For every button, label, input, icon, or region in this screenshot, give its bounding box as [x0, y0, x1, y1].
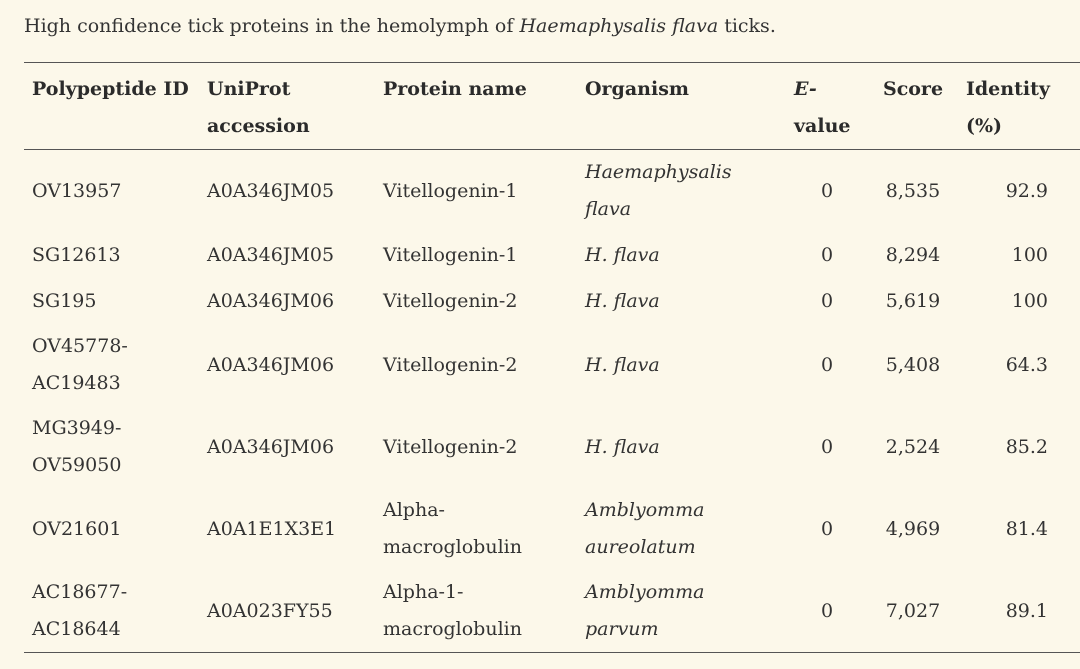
header-polypeptide-id: Polypeptide ID	[32, 78, 189, 100]
cell-protein-name: Vitellogenin-2	[383, 353, 518, 376]
cell-polypeptide-id: OV45778-AC19483	[32, 335, 128, 394]
table-row	[24, 278, 1080, 324]
cell-protein-name: Alpha-macroglobulin	[383, 499, 522, 558]
caption-species: Haemaphysalis flava	[519, 15, 719, 37]
cell-polypeptide-id: OV13957	[32, 179, 122, 202]
cell-evalue: 0	[820, 289, 834, 312]
cell-accession: A0A346JM05	[207, 243, 335, 266]
cell-identity: 89.1	[1005, 599, 1048, 622]
cell-organism: Haemaphysalis flava	[585, 161, 732, 220]
cell-accession: A0A023FY55	[207, 599, 333, 622]
header-evalue-e: E-	[794, 78, 817, 100]
header-score: Score	[882, 78, 944, 100]
header-evalue-rest: value	[794, 115, 851, 137]
header-evalue	[786, 63, 868, 150]
cell-identity: 92.9	[1005, 179, 1048, 202]
cell-score: 7,027	[885, 599, 941, 622]
cell-protein-name: Vitellogenin-2	[383, 289, 518, 312]
cell-accession: A0A1E1X3E1	[207, 517, 337, 540]
cell-evalue: 0	[820, 179, 834, 202]
table-row	[24, 324, 1080, 406]
cell-organism: H. flava	[585, 353, 660, 376]
cell-evalue: 0	[820, 517, 834, 540]
cell-protein-name: Vitellogenin-1	[383, 179, 518, 202]
cell-accession: A0A346JM06	[207, 289, 335, 312]
cell-identity: 85.2	[1005, 435, 1048, 458]
cell-evalue: 0	[820, 599, 834, 622]
cell-score: 5,408	[885, 353, 941, 376]
cell-organism: H. flava	[585, 289, 660, 312]
table-caption	[24, 12, 776, 40]
cell-score: 8,535	[885, 179, 941, 202]
header-organism: Organism	[585, 78, 689, 100]
cell-identity: 100	[1011, 243, 1048, 266]
cell-protein-name: Vitellogenin-1	[383, 243, 518, 266]
cell-protein-name: Alpha-1-macroglobulin	[383, 581, 522, 640]
cell-polypeptide-id: SG12613	[32, 243, 121, 266]
cell-accession: A0A346JM06	[207, 435, 335, 458]
caption-prefix: High confidence tick proteins in the hemolymph of	[24, 15, 520, 37]
cell-accession: A0A346JM05	[207, 179, 335, 202]
cell-identity: 64.3	[1005, 353, 1048, 376]
cell-evalue: 0	[820, 353, 834, 376]
cell-identity: 81.4	[1005, 517, 1048, 540]
table-row	[24, 570, 1080, 653]
cell-score: 4,969	[885, 517, 941, 540]
proteins-table	[24, 62, 1080, 653]
cell-score: 5,619	[885, 289, 941, 312]
cell-protein-name: Vitellogenin-2	[383, 435, 518, 458]
cell-evalue: 0	[820, 243, 834, 266]
cell-polypeptide-id: SG195	[32, 289, 97, 312]
cell-organism: H. flava	[585, 243, 660, 266]
cell-polypeptide-id: AC18677-AC18644	[32, 581, 128, 640]
cell-score: 8,294	[885, 243, 941, 266]
caption-suffix: ticks.	[718, 15, 776, 37]
table-row	[24, 488, 1080, 570]
cell-organism: Amblyomma parvum	[585, 581, 705, 640]
header-protein-name: Protein name	[383, 78, 527, 100]
cell-identity: 100	[1011, 289, 1048, 312]
cell-evalue: 0	[820, 435, 834, 458]
cell-organism: Amblyomma aureolatum	[585, 499, 705, 558]
table-body	[24, 150, 1080, 653]
header-uniprot-accession: UniProt accession	[207, 78, 310, 137]
cell-organism: H. flava	[585, 435, 660, 458]
table-row	[24, 406, 1080, 488]
header-identity: Identity (%)	[966, 78, 1050, 137]
cell-polypeptide-id: MG3949-OV59050	[32, 417, 122, 476]
cell-polypeptide-id: OV21601	[32, 517, 122, 540]
table-row	[24, 150, 1080, 233]
table-row	[24, 232, 1080, 278]
header-row	[24, 63, 1080, 150]
cell-score: 2,524	[885, 435, 941, 458]
cell-accession: A0A346JM06	[207, 353, 335, 376]
